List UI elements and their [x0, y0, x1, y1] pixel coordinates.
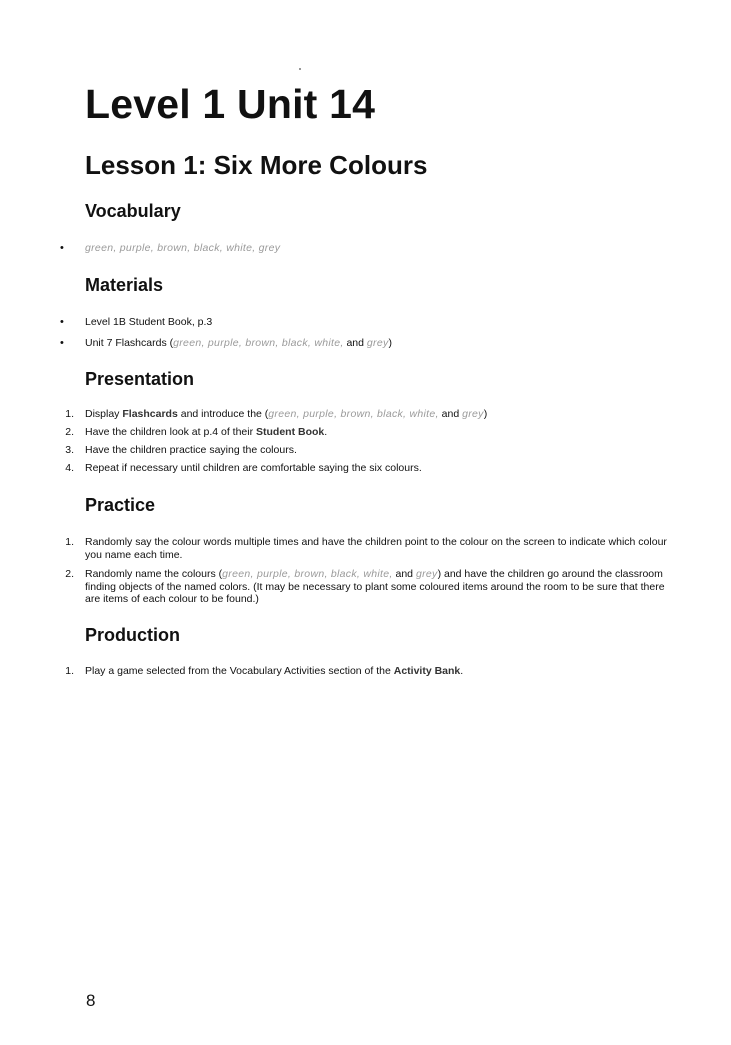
step-text: and introduce the ( [177, 408, 269, 420]
list-item [60, 462, 675, 475]
lesson-title: Lesson 1: Six More Colours [85, 150, 428, 180]
materials-item-student-book: Level 1B Student Book, p.3 [85, 316, 213, 328]
step-number: 1. [65, 408, 74, 420]
materials-heading: Materials [85, 275, 164, 295]
step-text: . [324, 426, 328, 438]
page-title: Level 1 Unit 14 [85, 81, 376, 127]
and-text: and [438, 408, 463, 420]
color-words: green, purple, brown, black, white, [173, 337, 344, 349]
student-book-label: Student Book [256, 426, 325, 438]
color-words: green, purple, brown, black, white, [222, 568, 393, 580]
vocabulary-words: green, purple, brown, black, white, grey [85, 242, 281, 254]
presentation-steps [60, 408, 675, 475]
list-item [60, 408, 675, 421]
list-item [60, 536, 675, 561]
bullet-icon: • [60, 242, 64, 254]
color-word-grey: grey [415, 568, 438, 580]
bullet-icon: • [60, 316, 64, 328]
page-number: 8 [86, 991, 96, 1010]
step-text: Display [85, 408, 123, 420]
step-text: Randomly name the colours ( [85, 568, 223, 580]
step-text: Have the children look at p.4 of their [85, 426, 257, 438]
step-number: 2. [65, 426, 74, 438]
activity-bank-label: Activity Bank [393, 665, 461, 677]
step-text: Repeat if necessary until children are comfortable saying the six colours. [85, 462, 422, 474]
step-text: . [460, 665, 464, 677]
scan-speck [299, 68, 301, 70]
step-number: 2. [65, 568, 74, 580]
list-item [60, 337, 675, 350]
vocabulary-list [60, 242, 675, 255]
color-words: green, purple, brown, black, white, [268, 408, 439, 420]
and-text: and [343, 337, 367, 349]
list-item [60, 444, 675, 457]
color-word-grey: grey [462, 408, 484, 420]
step-number: 1. [65, 665, 74, 677]
step-number: 3. [65, 444, 74, 456]
list-item [60, 426, 675, 439]
close-paren: ) [483, 408, 488, 420]
step-text: Have the children practice saying the colours. [85, 444, 297, 456]
list-item [60, 242, 675, 255]
step-number: 4. [65, 462, 74, 474]
step-text: ) and have the children go around the classroom finding objects of the named colors. (It may be necessary to plant some coloured items around the room to be sure that there are items of each colour to be found.) [85, 568, 665, 605]
practice-steps [60, 536, 675, 606]
bullet-icon: • [60, 337, 64, 349]
vocabulary-heading: Vocabulary [85, 201, 181, 221]
list-item [60, 316, 675, 329]
step-text: Play a game selected from the Vocabulary Activities section of the [85, 665, 394, 677]
step-number: 1. [65, 536, 74, 548]
list-item [60, 568, 675, 606]
close-paren: ) [388, 337, 393, 349]
production-heading: Production [85, 625, 180, 645]
color-word-grey: grey [366, 337, 389, 349]
step-text: Randomly say the colour words multiple times and have the children point to the colour on the screen to indicate which colour you name each time. [85, 536, 667, 561]
materials-item-flashcards: Unit 7 Flashcards ( [85, 337, 174, 349]
production-steps [60, 665, 675, 678]
materials-list [60, 316, 675, 350]
presentation-heading: Presentation [85, 369, 195, 389]
flashcards-label: Flashcards [122, 408, 178, 420]
and-text: and [392, 568, 416, 580]
list-item [60, 665, 675, 678]
practice-heading: Practice [85, 495, 156, 515]
